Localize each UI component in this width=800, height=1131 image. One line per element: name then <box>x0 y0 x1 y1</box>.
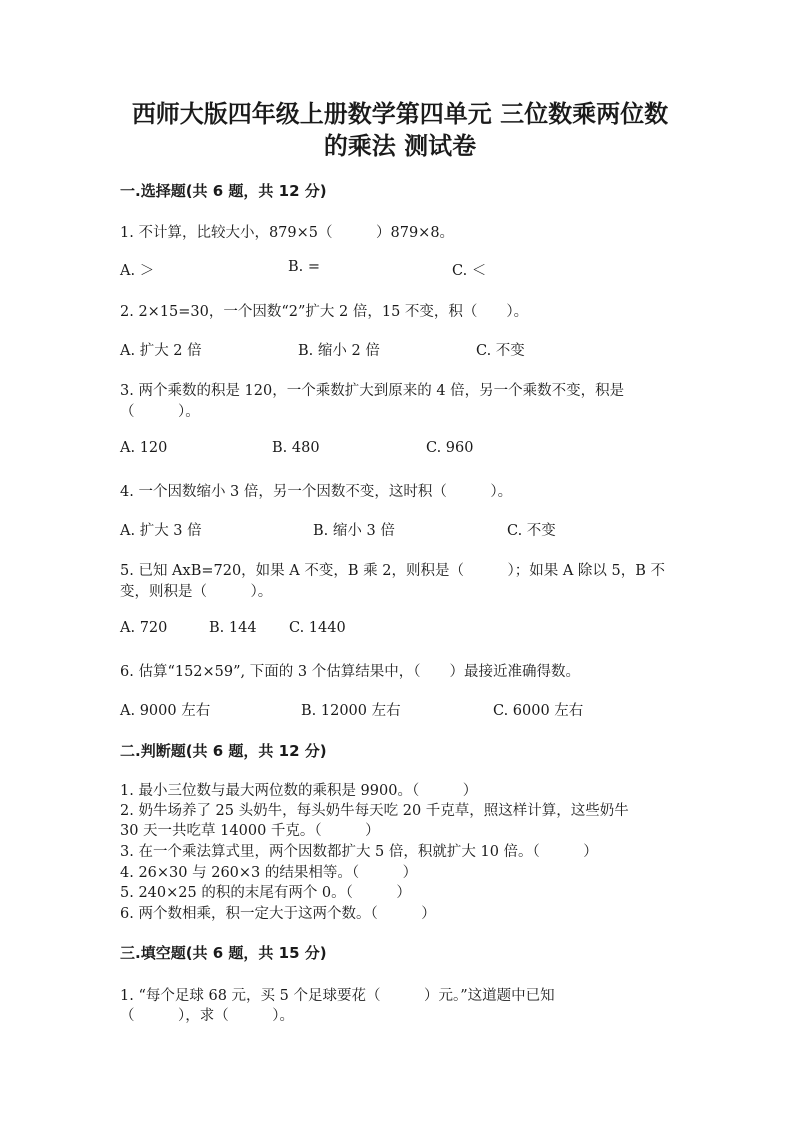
question-5-line1: 5. 已知 AxB=720，如果 A 不变，B 乘 2，则积是（ ）；如果 A 除以 5，B 不 <box>120 563 666 579</box>
option-c: C. 不变 <box>476 343 525 359</box>
option-b: B. 缩小 2 倍 <box>298 343 380 359</box>
option-c: C. 1440 <box>289 620 346 636</box>
question-5-line2: 变，则积是（ ）。 <box>120 584 273 600</box>
option-a: A. 120 <box>120 440 168 456</box>
question-4: 4. 一个因数缩小 3 倍，另一个因数不变，这时积（ ）。 <box>120 484 513 500</box>
option-b: B. 12000 左右 <box>301 703 401 719</box>
judge-item: 1. 最小三位数与最大两位数的乘积是 9900。（ ） <box>120 783 478 799</box>
option-c: C. ＜ <box>452 263 487 279</box>
fill-item: 1. “每个足球 68 元，买 5 个足球要花（ ）元。”这道题中已知 <box>120 988 555 1004</box>
option-a: A. ＞ <box>120 263 155 279</box>
section-heading-judge: 二.判断题(共 6 题，共 12 分) <box>120 742 327 760</box>
judge-item: 3. 在一个乘法算式里，两个因数都扩大 5 倍，积就扩大 10 倍。（ ） <box>120 844 598 860</box>
option-b: B. = <box>288 259 321 275</box>
judge-item: 2. 奶牛场养了 25 头奶牛，每头奶牛每天吃 20 千克草，照这样计算，这些奶牛 <box>120 803 629 819</box>
option-a: A. 扩大 3 倍 <box>120 523 202 539</box>
judge-item: 6. 两个数相乘，积一定大于这两个数。（ ） <box>120 906 436 922</box>
option-a: A. 720 <box>120 620 168 636</box>
question-3-line1: 3. 两个乘数的积是 120，一个乘数扩大到原来的 4 倍，另一个乘数不变，积是 <box>120 383 625 399</box>
question-1: 1. 不计算，比较大小，879×5（ ）879×8。 <box>120 225 455 241</box>
page-title-line1: 西师大版四年级上册数学第四单元 三位数乘两位数 <box>131 99 669 128</box>
question-3-line2: （ ）。 <box>120 404 200 420</box>
page-title-line2: 的乘法 测试卷 <box>323 131 477 160</box>
judge-item-continued: 30 天一共吃草 14000 千克。（ ） <box>120 823 380 839</box>
option-b: B. 缩小 3 倍 <box>313 523 395 539</box>
question-2: 2. 2×15=30，一个因数“2”扩大 2 倍，15 不变，积（ ）。 <box>120 304 529 320</box>
option-c: C. 960 <box>426 440 474 456</box>
question-6: 6. 估算“152×59”, 下面的 3 个估算结果中，（ ）最接近准确得数。 <box>120 664 580 680</box>
judge-item: 4. 26×30 与 260×3 的结果相等。（ ） <box>120 865 418 881</box>
option-b: B. 480 <box>272 440 320 456</box>
judge-item: 5. 240×25 的积的末尾有两个 0。（ ） <box>120 885 411 901</box>
section-heading-fill: 三.填空题(共 6 题，共 15 分) <box>120 944 327 962</box>
option-b: B. 144 <box>209 620 257 636</box>
fill-item-continued: （ ），求（ ）。 <box>120 1008 294 1024</box>
option-c: C. 6000 左右 <box>493 703 584 719</box>
option-a: A. 扩大 2 倍 <box>120 343 202 359</box>
section-heading-choice: 一.选择题(共 6 题，共 12 分) <box>120 182 327 200</box>
option-c: C. 不变 <box>507 523 556 539</box>
option-a: A. 9000 左右 <box>120 703 211 719</box>
